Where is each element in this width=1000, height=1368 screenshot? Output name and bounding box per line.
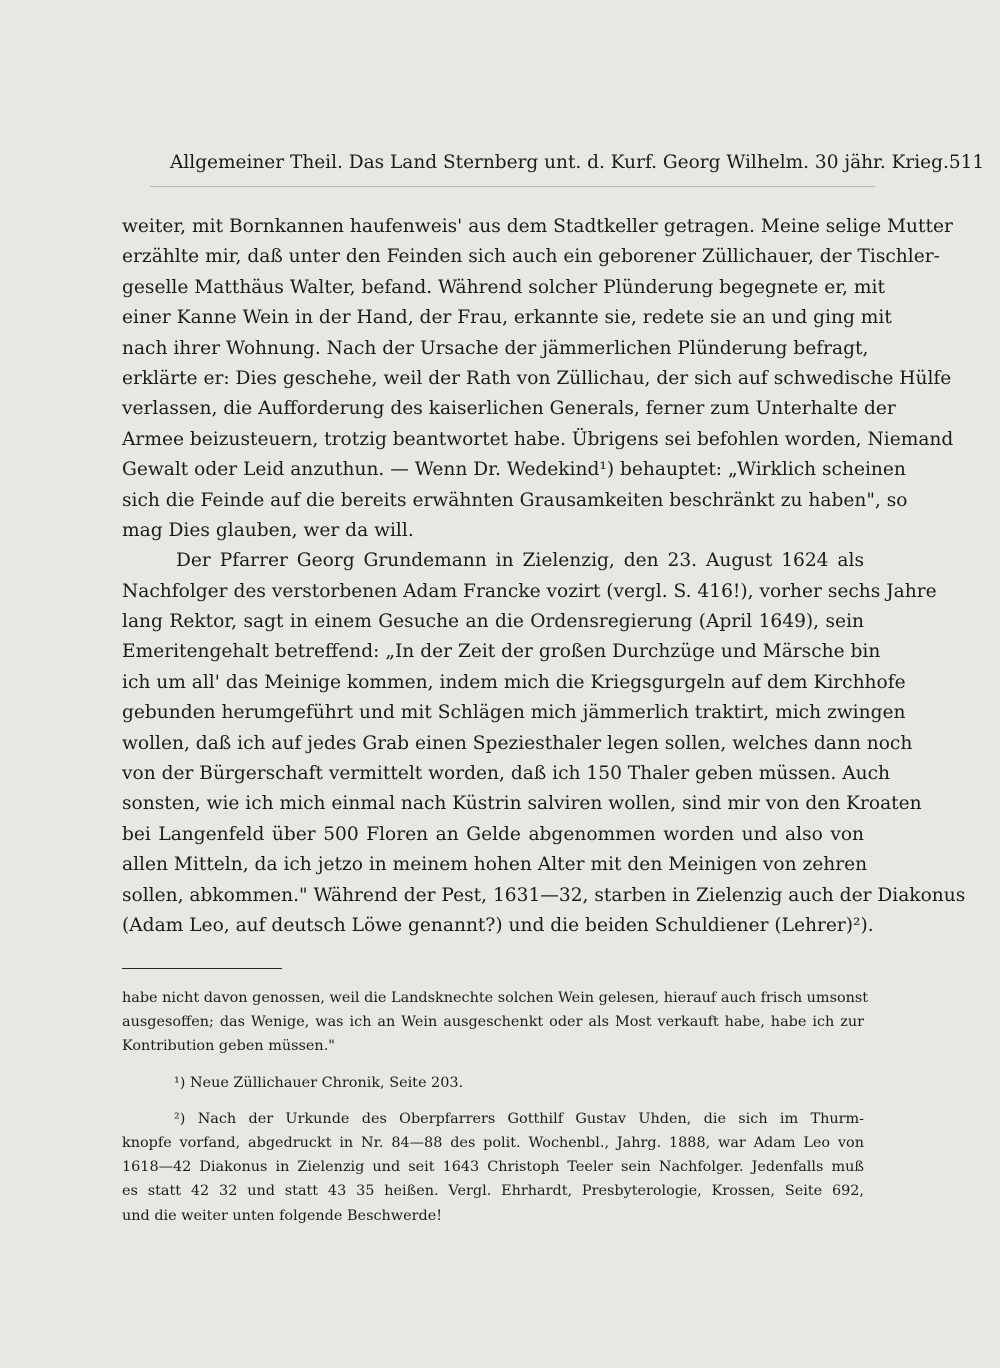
text-line: lang Rektor, sagt in einem Gesuche an die Ordensregierung (April 1649), sein (122, 611, 864, 633)
text-line: Der Pfarrer Georg Grundemann in Zielenzig, den 23. August 1624 als (176, 550, 864, 572)
text-line: von der Bürgerschaft vermittelt worden, daß ich 150 Thaler geben müssen. Auch (122, 763, 890, 785)
text-line: Gewalt oder Leid anzuthun. — Wenn Dr. Wedekind¹) behauptet: „Wirklich scheinen (122, 459, 906, 481)
text-line: wollen, daß ich auf jedes Grab einen Speziesthaler legen sollen, welches dann noch (122, 732, 913, 754)
footnote-line: habe nicht davon genossen, weil die Landsknechte solchen Wein gelesen, hierauf auch frisch umsonst (122, 990, 869, 1006)
text-line: sich die Feinde auf die bereits erwähnten Grausamkeiten beschränkt zu haben", so (122, 489, 908, 511)
footnote-line: ausgesoffen; das Wenige, was ich an Wein ausgeschenkt oder als Most verkauft habe, habe ich zur (122, 1014, 864, 1031)
text-line: gebunden herumgeführt und mit Schlägen mich jämmerlich traktirt, mich zwingen (122, 702, 906, 724)
main-text (122, 212, 966, 941)
footnote-line: Kontribution geben müssen." (122, 1038, 335, 1055)
footnote-rule (122, 968, 282, 969)
text-line: bei Langenfeld über 500 Floren an Gelde abgenommen worden und also von (122, 823, 864, 845)
running-header (170, 152, 985, 173)
text-line: sonsten, wie ich mich einmal nach Küstrin salviren wollen, sind mir von den Kroaten (122, 793, 922, 815)
text-line: Armee beizusteuern, trotzig beantwortet habe. Übrigens sei befohlen worden, Niemand (122, 428, 954, 450)
header-rule (150, 186, 875, 187)
footnote-2-line: ²) Nach der Urkunde des Oberpfarrers Gotthilf Gustav Uhden, die sich im Thurm- (174, 1110, 864, 1127)
running-header-title: Allgemeiner Theil. Das Land Sternberg unt. d. Kurf. Georg Wilhelm. 30 jähr. Krieg. (170, 152, 949, 173)
text-line: geselle Matthäus Walter, befand. Während solcher Plünderung begegnete er, mit (122, 276, 885, 298)
text-line: weiter, mit Bornkannen haufenweis' aus dem Stadtkeller getragen. Meine selige Mutter (122, 216, 953, 237)
text-line: Emeritengehalt betreffend: „In der Zeit der großen Durchzüge und Märsche bin (122, 641, 881, 663)
footnote-2-line: es statt 42 32 und statt 43 35 heißen. Vergl. Ehrhardt, Presbyterologie, Krossen, Seite 692, (122, 1183, 864, 1200)
text-line: mag Dies glauben, wer da will. (122, 519, 414, 541)
text-line: einer Kanne Wein in der Hand, der Frau, erkannte sie, redete sie an und ging mit (122, 307, 892, 329)
text-line: Nachfolger des verstorbenen Adam Francke vozirt (vergl. S. 416!), vorher sechs Jahre (122, 580, 937, 602)
footnote-1: ¹) Neue Züllichauer Chronik, Seite 203. (174, 1074, 464, 1091)
text-line: erklärte er: Dies geschehe, weil der Rath von Züllichau, der sich auf schwedische Hülfe (122, 367, 952, 389)
text-line: verlassen, die Aufforderung des kaiserlichen Generals, ferner zum Unterhalte der (122, 398, 896, 420)
footnote-2-line: und die weiter unten folgende Beschwerde! (122, 1207, 443, 1224)
text-line: sollen, abkommen." Während der Pest, 1631—32, starben in Zielenzig auch der Diakonus (122, 884, 966, 906)
text-line: (Adam Leo, auf deutsch Löwe genannt?) und die beiden Schuldiener (Lehrer)²). (122, 914, 874, 936)
footnote-gap (122, 1059, 864, 1071)
text-line: erzählte mir, daß unter den Feinden sich auch ein geborener Züllichauer, der Tischler- (122, 246, 940, 268)
footnote-2-line: knopfe vorfand, abgedruckt in Nr. 84—88 des polit. Wochenbl., Jahrg. 1888, war Adam Leo von (122, 1134, 864, 1151)
text-line: nach ihrer Wohnung. Nach der Ursache der jämmerlichen Plünderung befragt, (122, 337, 869, 359)
page-number: 511 (948, 152, 985, 173)
text-line: ich um all' das Meinige kommen, indem mich die Kriegsgurgeln auf dem Kirchhofe (122, 671, 906, 693)
text-line: allen Mitteln, da ich jetzo in meinem hohen Alter mit den Meinigen von zehren (122, 854, 868, 876)
footnote-2-line: 1618—42 Diakonus in Zielenzig und seit 1643 Christoph Teeler sein Nachfolger. Jedenfalls muß (122, 1159, 864, 1176)
footnotes (122, 986, 869, 1228)
footnote-gap (122, 1095, 864, 1107)
